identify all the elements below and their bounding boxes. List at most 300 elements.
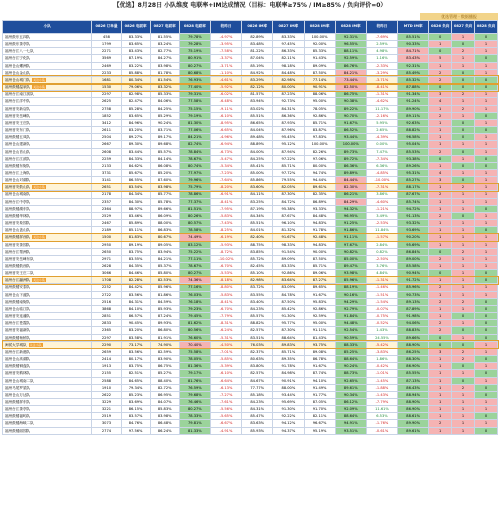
table-cell: 89.11% (398, 112, 429, 119)
table-row (3, 384, 498, 391)
table-cell: -7.23% (210, 169, 241, 176)
table-cell: 79.06% (121, 84, 150, 91)
table-cell: 1 (452, 191, 475, 198)
table-cell: 78.05% (179, 356, 210, 363)
table-cell: 1 (429, 413, 452, 420)
table-row (3, 370, 498, 377)
table-cell: 3066 (92, 270, 121, 277)
column-header: 0828 电联率 (179, 21, 210, 34)
table-cell: 75.58% (179, 348, 210, 355)
table-cell: 81.78% (150, 69, 179, 76)
table-row (3, 391, 498, 398)
table-cell: 91.43% (304, 55, 335, 62)
table-cell: 84.10% (121, 305, 150, 312)
table-row (3, 313, 498, 320)
table-cell: -8.18% (210, 277, 241, 284)
table-cell: 2 (429, 76, 452, 83)
table-cell: -4.91% (210, 427, 241, 434)
table-cell: 85.86% (242, 177, 273, 184)
table-cell: 0 (429, 34, 452, 41)
table-row (3, 398, 498, 405)
table-cell: 97.83% (304, 134, 335, 141)
table-cell: 1 (429, 220, 452, 227)
table-cell: 1 (475, 91, 498, 98)
table-cell: -10.00% (366, 177, 397, 184)
table-cell: 85.57% (150, 148, 179, 155)
table-row (3, 62, 498, 69)
table-cell: 1 (452, 270, 475, 277)
table-cell: 91.70% (304, 406, 335, 413)
table-cell: 90.16% (335, 291, 366, 298)
table-cell: 92.63% (398, 119, 429, 126)
table-cell: -7.79% (210, 313, 241, 320)
table-cell: 82.53% (150, 277, 179, 284)
table-cell: 90.59% (335, 334, 366, 341)
table-cell: 7.47% (366, 148, 397, 155)
table-cell: 0 (452, 127, 475, 134)
table-cell: 2628 (92, 263, 121, 270)
table-cell: 1 (475, 234, 498, 241)
table-cell: 80.74% (179, 162, 210, 169)
table-cell: 1 (429, 198, 452, 205)
table-cell: 94.29% (335, 298, 366, 305)
table-cell: 1 (475, 398, 498, 405)
table-cell: -8.20% (210, 184, 241, 191)
table-cell: 86.43% (398, 384, 429, 391)
table-cell: 89.00% (398, 255, 429, 262)
table-cell: 2 (429, 212, 452, 219)
table-cell: 2 (452, 384, 475, 391)
team-name-cell: 福州鼓楼湖东队 (3, 205, 92, 212)
table-cell: 1 (475, 191, 498, 198)
table-cell: 86.65% (242, 119, 273, 126)
table-cell: 87.89% (398, 305, 429, 312)
table-cell: 95.69% (398, 241, 429, 248)
table-cell: 91.25% (335, 220, 366, 227)
table-cell: 90.24% (335, 363, 366, 370)
table-cell: 80.27% (179, 62, 210, 69)
table-cell: 89.17% (150, 134, 179, 141)
table-cell: 89.90% (398, 105, 429, 112)
table-cell: 75.79% (179, 184, 210, 191)
table-cell: 82.89% (242, 34, 273, 41)
team-name-cell: 福州仓山城南队 (3, 191, 92, 198)
table-cell: 1 (429, 406, 452, 413)
table-cell: 86.24% (150, 427, 179, 434)
table-cell: 1 (452, 320, 475, 327)
table-cell: 83.51% (242, 334, 273, 341)
table-cell: 78.84% (179, 148, 210, 155)
table-cell: 97.56% (121, 427, 150, 434)
table-cell: -7.69% (366, 34, 397, 41)
table-cell: 93.98% (335, 270, 366, 277)
table-cell: 0 (452, 212, 475, 219)
table-cell: -6.73% (210, 148, 241, 155)
table-cell: 82.51% (121, 370, 150, 377)
table-cell: 0 (475, 391, 498, 398)
table-cell: 94.12% (273, 420, 304, 427)
table-cell: 83.33% (273, 263, 304, 270)
table-cell: 2 (452, 91, 475, 98)
table-cell: 89.06% (304, 270, 335, 277)
table-row (3, 220, 498, 227)
table-cell: 2233 (92, 69, 121, 76)
table-cell: 84.59% (150, 298, 179, 305)
table-cell: 1 (475, 248, 498, 255)
table-cell: -5.39% (210, 363, 241, 370)
table-cell: 95.69% (273, 398, 304, 405)
table-cell: 0 (475, 84, 498, 91)
table-cell: -8.95% (210, 119, 241, 126)
table-cell: 1 (452, 227, 475, 234)
team-name-cell: 福州台江上海队 (3, 169, 92, 176)
table-cell: 85.11% (121, 227, 150, 234)
table-cell: 1 (452, 34, 475, 41)
table-cell: 5 (429, 55, 452, 62)
table-cell: 1 (452, 234, 475, 241)
table-cell: -6.94% (210, 141, 241, 148)
table-cell: -3.37% (210, 55, 241, 62)
table-cell: 74.49% (179, 234, 210, 241)
table-cell: 82.40% (242, 234, 273, 241)
table-cell: -1.54% (366, 298, 397, 305)
table-cell: 83.98% (150, 413, 179, 420)
table-cell: 1 (452, 291, 475, 298)
table-cell: 89.08% (304, 348, 335, 355)
table-cell: 85.80% (150, 270, 179, 277)
table-cell: -5.83% (210, 291, 241, 298)
table-cell: 0 (475, 313, 498, 320)
table-cell: 85.71% (273, 348, 304, 355)
table-cell: 3868 (92, 305, 121, 312)
table-cell: -6.10% (210, 370, 241, 377)
table-cell: 81.54% (150, 76, 179, 83)
table-cell: 87.05% (304, 398, 335, 405)
table-cell: 92.59% (304, 313, 335, 320)
table-cell: 1 (452, 305, 475, 312)
table-cell: -5.42% (366, 341, 397, 348)
table-cell: 2.59% (366, 41, 397, 48)
table-cell: 85.53% (398, 148, 429, 155)
table-cell: 87.13% (398, 377, 429, 384)
table-cell: 92.59% (335, 55, 366, 62)
table-cell: 77.40% (179, 84, 210, 91)
table-row (3, 205, 498, 212)
table-cell: 85.00% (242, 169, 273, 176)
table-cell: 89.05% (150, 241, 179, 248)
table-cell: 0 (475, 112, 498, 119)
table-cell: 1 (475, 184, 498, 191)
table-cell: 82.50% (335, 84, 366, 91)
table-cell: 84.67% (242, 377, 273, 384)
table-cell: 92.31% (398, 62, 429, 69)
table-cell: 83.55% (121, 255, 150, 262)
table-cell: 83.43% (398, 55, 429, 62)
table-cell: -9.11% (210, 105, 241, 112)
table-cell: 2 (429, 148, 452, 155)
team-name-cell: 福州仓山螺洲队 (3, 62, 92, 69)
table-cell: 94.48% (335, 320, 366, 327)
table-cell: 1 (452, 55, 475, 62)
table-row (3, 234, 498, 241)
table-cell: -1.31% (366, 277, 397, 284)
table-cell: 90.70% (335, 112, 366, 119)
table-cell: 1.16% (366, 55, 397, 62)
table-cell: 87.24% (150, 313, 179, 320)
table-cell: 1 (475, 220, 498, 227)
table-cell: 96.58% (398, 134, 429, 141)
table-row (3, 134, 498, 141)
table-cell: 77.16% (179, 284, 210, 291)
table-cell: 0 (452, 69, 475, 76)
table-cell: 1.43% (366, 327, 397, 334)
table-cell: -8.41% (366, 84, 397, 91)
table-cell: -5.83% (210, 212, 241, 219)
table-cell: -7.61% (210, 398, 241, 405)
table-cell: 83.80% (242, 363, 273, 370)
table-row (3, 98, 498, 105)
table-cell: 84.96% (121, 119, 150, 126)
table-cell: 91.72% (398, 277, 429, 284)
table-row (3, 48, 498, 55)
table-cell: 79.45% (179, 313, 210, 320)
table-cell: 0 (429, 270, 452, 277)
table-row (3, 212, 498, 219)
team-name-cell: 福州鼓楼五凤队 (3, 134, 92, 141)
table-cell: 82.57% (242, 370, 273, 377)
table-cell: 89.83% (273, 341, 304, 348)
table-cell: 85.93% (242, 427, 273, 434)
table-cell: 89.72% (335, 155, 366, 162)
table-cell: 86.21% (335, 191, 366, 198)
table-cell: -5.53% (210, 270, 241, 277)
table-cell: 3221 (92, 406, 121, 413)
table-cell: 1 (452, 62, 475, 69)
team-name-cell: 福州晋安连潘队 (3, 313, 92, 320)
table-cell: 0 (475, 55, 498, 62)
highlight-tag: 关注小队 (33, 77, 46, 82)
table-cell: 83.57% (121, 413, 150, 420)
team-name-cell: 福州晋安王庄队 (3, 119, 92, 126)
table-cell: 88.00% (150, 220, 179, 227)
table-cell: 86.55% (121, 177, 150, 184)
table-cell: 2651 (92, 184, 121, 191)
table-cell: 1 (429, 141, 452, 148)
table-cell: 0 (475, 356, 498, 363)
table-cell: 84.44% (335, 177, 366, 184)
table-cell: 0 (429, 341, 452, 348)
table-cell: 1 (475, 377, 498, 384)
team-name-cell: 福州晋安王庄二队 (3, 270, 92, 277)
table-cell: 0 (429, 84, 452, 91)
table-cell: -8.72% (210, 248, 241, 255)
table-cell: 89.13% (398, 298, 429, 305)
table-cell: 86.83% (150, 227, 179, 234)
table-cell: 89.65% (304, 284, 335, 291)
table-cell: 73.44% (335, 76, 366, 83)
table-cell: 89.09% (304, 62, 335, 69)
table-cell: 1 (452, 141, 475, 148)
table-cell: 93.32% (398, 220, 429, 227)
table-cell: 91.67% (304, 291, 335, 298)
table-cell: 91.67% (304, 363, 335, 370)
table-row (3, 227, 498, 234)
table-cell: -3.83% (366, 348, 397, 355)
team-name-cell: 福州鼓楼福屿队 (3, 413, 92, 420)
table-row (3, 84, 498, 91)
table-cell: 85.71% (304, 263, 335, 270)
table-cell: -2.16% (366, 112, 397, 119)
table-cell: 89.48% (242, 134, 273, 141)
table-cell: -0.42% (366, 363, 397, 370)
table-cell: 1 (452, 277, 475, 284)
table-cell: 83.09% (273, 284, 304, 291)
table-cell: 0 (429, 155, 452, 162)
table-cell: 91.11% (335, 234, 366, 241)
table-cell: 83.64% (273, 277, 304, 284)
table-cell: 77.14% (304, 76, 335, 83)
table-cell: 87.96% (273, 127, 304, 134)
table-row (3, 105, 498, 112)
table-cell: 85.96% (335, 277, 366, 284)
table-cell: 2365 (92, 327, 121, 334)
table-cell: 77.11% (179, 255, 210, 262)
table-cell: -5.65% (210, 413, 241, 420)
table-cell: 1 (452, 220, 475, 227)
table-cell: -3.71% (366, 76, 397, 83)
table-cell: 11.84% (366, 227, 397, 234)
table-cell: 80.56% (179, 327, 210, 334)
table-cell: 74.90% (150, 341, 179, 348)
table-cell: 85.88% (121, 69, 150, 76)
table-cell: -7.27% (210, 391, 241, 398)
table-cell: 89.26% (398, 162, 429, 169)
table-cell: 95.31% (398, 169, 429, 176)
table-row (3, 34, 498, 41)
table-cell: 1799 (92, 41, 121, 48)
table-cell: 84.21% (335, 69, 366, 76)
table-cell: 88.17% (398, 184, 429, 191)
table-cell: 83.71% (150, 127, 179, 134)
table-row (3, 112, 498, 119)
table-cell: 78.05% (304, 105, 335, 112)
table-cell: 85.67% (121, 169, 150, 176)
table-cell: -1.10% (210, 69, 241, 76)
table-row (3, 327, 498, 334)
table-cell: 97.45% (273, 41, 304, 48)
table-cell: 1 (429, 105, 452, 112)
table-row (3, 348, 498, 355)
table-cell: 85.18% (242, 391, 273, 398)
table-cell: 94.06% (398, 320, 429, 327)
table-cell: 92.73% (273, 98, 304, 105)
table-cell: 92.48% (304, 234, 335, 241)
table-cell: 0 (429, 48, 452, 55)
table-cell: 2 (452, 105, 475, 112)
table-cell: 75.19% (179, 48, 210, 55)
table-cell: 1 (429, 162, 452, 169)
team-name-cell: 福州鼓楼杨桥队 (3, 334, 92, 341)
table-cell: 4 (429, 98, 452, 105)
table-cell: 82.26% (304, 148, 335, 155)
table-cell: 83.48% (242, 41, 273, 48)
table-cell: -6.02% (210, 91, 241, 98)
table-cell: 87.30% (273, 191, 304, 198)
table-cell: 1 (452, 98, 475, 105)
table-cell: 91.77% (304, 391, 335, 398)
table-cell: 94.83% (304, 220, 335, 227)
table-cell: 83.54% (121, 184, 150, 191)
table-cell: 80.67% (150, 234, 179, 241)
table-cell: 79.78% (179, 34, 210, 41)
table-cell: 79.96% (179, 177, 210, 184)
table-cell: -4.39% (366, 134, 397, 141)
table-row (3, 41, 498, 48)
table-cell: 88.64% (335, 413, 366, 420)
table-cell: -3.29% (366, 69, 397, 76)
table-cell: 85.77% (150, 191, 179, 198)
table-cell: 89.27% (121, 134, 150, 141)
table-cell: -8.25% (210, 227, 241, 234)
table-cell: 85.55% (398, 370, 429, 377)
team-name-cell: 福州仓山盖山队 (3, 227, 92, 234)
table-cell: 82.47% (121, 98, 150, 105)
table-cell: -0.52% (366, 320, 397, 327)
table-row (3, 284, 498, 291)
table-cell: 75.15% (179, 105, 210, 112)
table-cell: 1 (429, 119, 452, 126)
table-cell: 79.17% (179, 370, 210, 377)
table-cell: 82.98% (273, 76, 304, 83)
table-cell: 83.25% (242, 198, 273, 205)
table-cell: 88.11% (335, 48, 366, 55)
table-cell: 1 (429, 313, 452, 320)
table-cell: 86.95% (150, 391, 179, 398)
table-cell: 93.38% (398, 155, 429, 162)
table-cell: 86.08% (150, 162, 179, 169)
table-cell: 85.32% (398, 76, 429, 83)
table-cell: 84.46% (121, 270, 150, 277)
highlight-tag: 关注小队 (33, 235, 46, 240)
table-cell: 0 (475, 76, 498, 83)
table-cell: 85.28% (121, 105, 150, 112)
table-cell: 3229 (92, 398, 121, 405)
table-cell: 80.00% (273, 84, 304, 91)
table-cell: 89.93% (150, 320, 179, 327)
team-name-cell: 福州晋安福新队 (3, 327, 92, 334)
team-name-cell: 福州鼓东茶亭队 (3, 41, 92, 48)
table-cell: 83.24% (150, 41, 179, 48)
table-cell: -7.31% (366, 184, 397, 191)
table-cell: 93.44% (273, 391, 304, 398)
table-row (3, 119, 498, 126)
table-cell: 84.23% (242, 398, 273, 405)
table-cell: 87.27% (304, 277, 335, 284)
table-cell: 91.54% (273, 248, 304, 255)
table-cell: 1 (475, 263, 498, 270)
table-cell: 75.22% (179, 248, 210, 255)
table-cell: 1 (452, 398, 475, 405)
table-cell: 96.67% (304, 420, 335, 427)
table-cell: 1 (429, 184, 452, 191)
column-header: 0827 负向 (452, 21, 475, 34)
table-cell: 87.74% (304, 370, 335, 377)
table-cell: 79.68% (179, 391, 210, 398)
table-cell: 1 (475, 141, 498, 148)
table-cell: 88.90% (398, 398, 429, 405)
table-cell: 1913 (92, 363, 121, 370)
table-cell: -6.48% (210, 98, 241, 105)
